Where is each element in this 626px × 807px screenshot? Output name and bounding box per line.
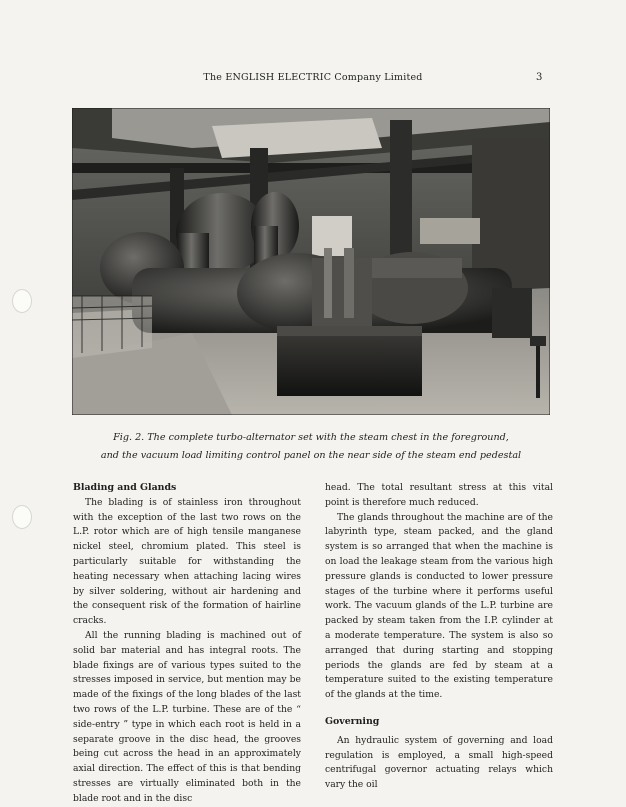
punch-hole — [12, 289, 32, 313]
paragraph: The glands throughout the machine are of the labyrinth type, steam packed, and the gland system is so arranged that when the machine is on load the leakage steam from the various high pressure glands is conducted to lower pressure stages of the turbine where it performs useful work. The vacuum glands of the L.P. turbine are packed by steam taken from the I.P. cylinder at a moderate temperature. The system is also so arranged that during starting and stopping periods the glands are fed by steam at a temperature suited to the existing temperature of the glands at the time. — [325, 511, 553, 701]
running-head: The ENGLISH ELECTRIC Company Limited — [203, 72, 423, 83]
turbo-alternator-photo — [72, 108, 550, 415]
caption-line: and the vacuum load limiting control panel on the near side of the steam end pedestal — [100, 450, 522, 461]
punch-hole — [12, 505, 32, 529]
section-heading-blading: Blading and Glands — [73, 482, 177, 493]
section-heading-governing: Governing — [325, 715, 380, 727]
paragraph-continuation: head. The total resultant stress at this vital point is therefore much reduced. — [325, 482, 553, 508]
paragraph: All the running blading is machined out of solid bar material and has integral roots. The blade fixings are of various types suited to the stresses imposed in service, but mention may be made of the fixings of the long blades of the last two rows of the L.P. turbine. These are of the “ side-entry ” type in which each root is held in a separate groove in the disc head, the grooves being cut across the head in an approximately axial direction. The effect of this is that bending stresses are virtually eliminated both in the blade root and in the disc — [73, 629, 301, 804]
paragraph: An hydraulic system of governing and load regulation is employed, a small high-speed centrifugal governor actuating relays which vary the oil — [325, 734, 553, 791]
caption-line: Fig. 2. The complete turbo-alternator set with the steam chest in the foreground, — [113, 432, 509, 443]
right-column — [325, 481, 553, 793]
left-column — [73, 481, 301, 807]
page-number: 3 — [536, 72, 543, 83]
paragraph: The blading is of stainless iron throughout with the exception of the last two rows on the L.P. rotor which are of high tensile manganese nickel steel, chromium plated. This steel is particularly suitable for withstanding the heating necessary when attaching lacing wires by silver soldering, without air hardening and the consequent risk of the formation of hairline cracks. — [73, 496, 301, 627]
figure-caption — [72, 429, 550, 465]
